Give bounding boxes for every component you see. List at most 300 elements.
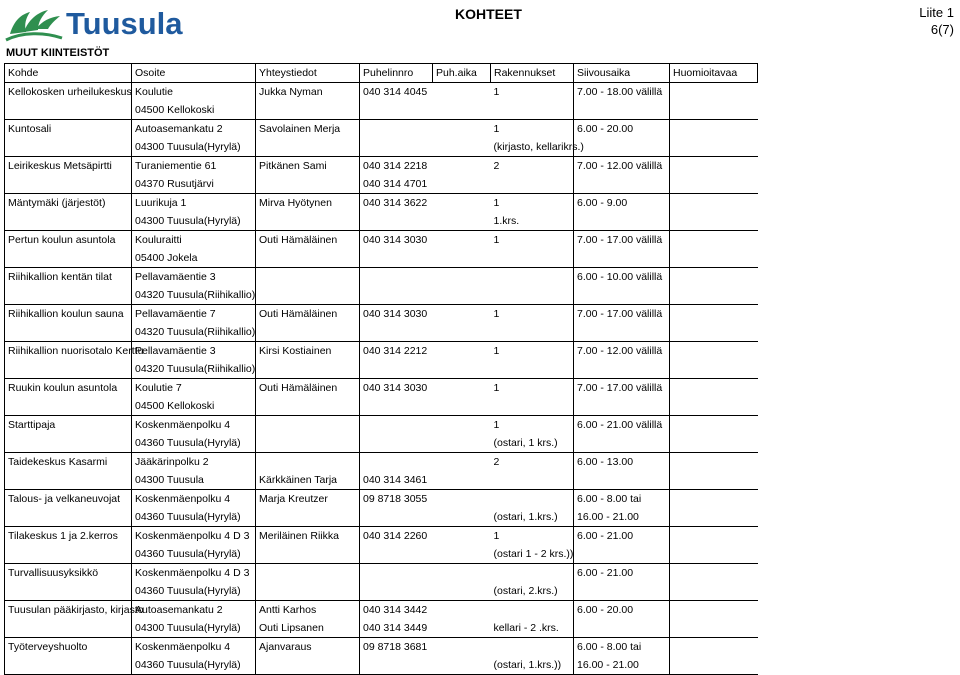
table-cell [491, 638, 574, 657]
table-cell [670, 619, 758, 638]
table-cell [433, 416, 491, 435]
table-cell [256, 545, 360, 564]
table-cell [256, 249, 360, 268]
table-row [5, 83, 758, 102]
table-row [5, 286, 758, 305]
table-cell [433, 656, 491, 675]
section-title: MUUT KIINTEISTÖT [6, 47, 110, 59]
table-cell [670, 656, 758, 675]
table-cell [670, 286, 758, 305]
table-row [5, 305, 758, 324]
table-cell: 6.00 - 8.00 tai [574, 638, 670, 657]
table-cell: 04320 Tuusula(Riihikallio) [132, 360, 256, 379]
table-cell [360, 249, 433, 268]
table-body [5, 83, 758, 675]
table-cell [433, 268, 491, 287]
table-cell [433, 249, 491, 268]
table-cell: 040 314 3461 [360, 471, 433, 490]
table-row [5, 416, 758, 435]
table-cell [433, 490, 491, 509]
table-cell: 1 [493, 530, 500, 542]
table-cell: Jääkärinpolku 2 [132, 453, 256, 472]
table-cell [491, 323, 574, 342]
table-cell: Mäntymäki (järjestöt) [5, 194, 132, 213]
document-title: KOHTEET [455, 6, 522, 22]
table-header-row [5, 64, 758, 83]
table-cell: 09 8718 3055 [360, 490, 433, 509]
table-cell [256, 582, 360, 601]
table-cell: Taidekeskus Kasarmi [5, 453, 132, 472]
table-cell: 1 [493, 234, 500, 246]
table-cell [433, 194, 491, 213]
table-cell [360, 453, 433, 472]
table-cell: Marja Kreutzer [256, 490, 360, 509]
table-cell: 05400 Jokela [132, 249, 256, 268]
table-cell [670, 323, 758, 342]
table-cell [491, 471, 574, 490]
table-cell: (ostari 1 - 2 krs.)) [491, 545, 574, 564]
table-cell: 040 314 4701 [360, 175, 433, 194]
table-cell [670, 527, 758, 546]
table-cell [574, 545, 670, 564]
table-cell [5, 582, 132, 601]
table-cell: 7.00 - 17.00 välillä [574, 305, 670, 324]
table-row [5, 231, 758, 250]
table-cell [670, 305, 758, 324]
table-cell: 6.00 - 8.00 tai [574, 490, 670, 509]
table-cell: 04360 Tuusula(Hyrylä) [132, 434, 256, 453]
table-row [5, 527, 758, 546]
table-cell [433, 564, 491, 583]
table-cell: 04300 Tuusula [132, 471, 256, 490]
table-cell: Talous- ja velkaneuvojat [5, 490, 132, 509]
table-cell [433, 101, 491, 120]
table-row [5, 157, 758, 176]
column-header: Osoite [132, 64, 256, 83]
table-cell: 040 314 4045 [360, 83, 433, 102]
table-cell [433, 157, 491, 176]
table-cell: (ostari, 1.krs.)) [491, 656, 574, 675]
table-cell [670, 379, 758, 398]
table-cell [670, 601, 758, 620]
table-cell: Antti Karhos [256, 601, 360, 620]
table-cell [433, 83, 491, 102]
table-cell [491, 564, 574, 583]
table-cell: 6.00 - 10.00 välillä [574, 268, 670, 287]
table-row [5, 656, 758, 675]
table-cell [574, 619, 670, 638]
table-cell [574, 101, 670, 120]
table-cell [256, 434, 360, 453]
table-cell: Riihikallion nuorisotalo Kerttu [5, 342, 132, 361]
table-cell [5, 397, 132, 416]
table-cell: 7.00 - 17.00 välillä [574, 231, 670, 250]
column-header: Siivousaika [574, 64, 670, 83]
table-cell: Pellavamäentie 3 [132, 342, 256, 361]
table-cell: 6.00 - 20.00 [574, 601, 670, 620]
table-cell [360, 656, 433, 675]
table-cell: 040 314 3622 [360, 194, 433, 213]
table-cell [574, 212, 670, 231]
table-cell [5, 323, 132, 342]
table-cell [433, 286, 491, 305]
table-cell: 04370 Rusutjärvi [132, 175, 256, 194]
table-cell [433, 453, 491, 472]
properties-table [4, 63, 758, 675]
table-cell: 04360 Tuusula(Hyrylä) [132, 545, 256, 564]
table-cell [256, 286, 360, 305]
table-row [5, 120, 758, 139]
table-cell [491, 397, 574, 416]
table-cell [670, 212, 758, 231]
table-cell [491, 601, 574, 620]
table-cell [433, 305, 491, 324]
table-cell [670, 638, 758, 657]
table-cell [256, 564, 360, 583]
table-cell [574, 175, 670, 194]
table-cell: Koulutie [132, 83, 256, 102]
table-cell [5, 286, 132, 305]
table-cell: 04300 Tuusula(Hyrylä) [132, 619, 256, 638]
table-cell [491, 268, 574, 287]
table-cell [433, 342, 491, 361]
table-cell [256, 453, 360, 472]
table-cell [360, 508, 433, 527]
table-cell: 04500 Kellokoski [132, 101, 256, 120]
table-cell: 040 314 3030 [360, 305, 433, 324]
table-row [5, 508, 758, 527]
table-cell [360, 268, 433, 287]
logo-text: Tuusula [66, 6, 183, 41]
table-cell: 04500 Kellokoski [132, 397, 256, 416]
table-cell [360, 564, 433, 583]
table-cell: Outi Hämäläinen [256, 305, 360, 324]
table-cell [433, 619, 491, 638]
table-cell [670, 101, 758, 120]
table-cell [433, 545, 491, 564]
table-cell [433, 601, 491, 620]
table-cell: 04320 Tuusula(Riihikallio) [132, 323, 256, 342]
table-cell [256, 656, 360, 675]
column-header: Puh.aika [433, 64, 491, 83]
table-cell [5, 508, 132, 527]
table-cell: 2 [493, 160, 500, 172]
table-cell [491, 360, 574, 379]
table-cell: Turvallisuusyksikkö [5, 564, 132, 583]
table-cell: 6.00 - 20.00 [574, 120, 670, 139]
table-cell: 04300 Tuusula(Hyrylä) [132, 138, 256, 157]
table-cell [5, 212, 132, 231]
table-cell [360, 397, 433, 416]
tuusula-logo-icon [4, 2, 64, 46]
table-cell [360, 360, 433, 379]
table-row [5, 582, 758, 601]
table-row [5, 323, 758, 342]
table-cell [670, 249, 758, 268]
table-cell: 2 [493, 456, 500, 468]
table-cell [433, 379, 491, 398]
table-cell [670, 508, 758, 527]
table-cell: 6.00 - 13.00 [574, 453, 670, 472]
table-cell: 6.00 - 21.00 välillä [574, 416, 670, 435]
table-cell: 040 314 3442 [360, 601, 433, 620]
table-cell: Koskenmäenpolku 4 [132, 490, 256, 509]
table-cell: 6.00 - 21.00 [574, 527, 670, 546]
table-cell: 1 [491, 83, 574, 102]
table-cell [433, 231, 491, 250]
table-cell [670, 416, 758, 435]
table-cell [256, 268, 360, 287]
table-cell [433, 323, 491, 342]
table-cell [574, 138, 670, 157]
table-cell [433, 582, 491, 601]
table-cell: Koskenmäenpolku 4 D 3 [132, 527, 256, 546]
table-cell [574, 471, 670, 490]
table-row [5, 471, 758, 490]
table-cell [574, 397, 670, 416]
table-cell [491, 249, 574, 268]
table-cell: 04360 Tuusula(Hyrylä) [132, 656, 256, 675]
table-cell: 040 314 2260 [360, 527, 433, 546]
table-cell [670, 564, 758, 583]
table-cell [491, 101, 574, 120]
table-cell [360, 138, 433, 157]
table-row [5, 601, 758, 620]
table-cell [574, 249, 670, 268]
table-cell [433, 508, 491, 527]
table-cell: Ajanvaraus [256, 638, 360, 657]
table-cell [256, 508, 360, 527]
table-cell [670, 231, 758, 250]
table-cell: Outi Hämäläinen [256, 231, 360, 250]
table-cell: Autoasemankatu 2 [132, 120, 256, 139]
table-cell: Savolainen Merja [256, 120, 360, 139]
table-row [5, 138, 758, 157]
table-cell [5, 545, 132, 564]
table-cell [433, 638, 491, 657]
table-cell: 040 314 3030 [360, 379, 433, 398]
table-cell: (ostari, 1.krs.) [491, 508, 574, 527]
table-cell [433, 434, 491, 453]
attachment-label: Liite 1 [919, 5, 954, 20]
table-cell: 16.00 - 21.00 [574, 508, 670, 527]
table-cell [256, 175, 360, 194]
table-cell [574, 360, 670, 379]
table-cell: Outi Hämäläinen [256, 379, 360, 398]
table-cell [433, 138, 491, 157]
table-cell [433, 397, 491, 416]
table-cell [574, 582, 670, 601]
table-cell: Mirva Hyötynen [256, 194, 360, 213]
table-row [5, 564, 758, 583]
table-cell: (ostari, 2.krs.) [491, 582, 574, 601]
table-cell: 16.00 - 21.00 [574, 656, 670, 675]
table-cell [256, 416, 360, 435]
table-cell: Starttipaja [5, 416, 132, 435]
table-cell: Tilakeskus 1 ja 2.kerros [5, 527, 132, 546]
table-cell: Työterveyshuolto [5, 638, 132, 657]
table-cell: Kellokosken urheilukeskus [5, 83, 132, 102]
table-cell [670, 360, 758, 379]
table-cell: 04360 Tuusula(Hyrylä) [132, 582, 256, 601]
table-cell: (ostari, 1 krs.) [491, 434, 574, 453]
table-cell [574, 286, 670, 305]
table-cell [5, 434, 132, 453]
table-cell [360, 212, 433, 231]
table-cell [433, 175, 491, 194]
table-cell: 1.krs. [491, 212, 574, 231]
table-cell [670, 138, 758, 157]
table-cell [433, 360, 491, 379]
table-cell: Luurikuja 1 [132, 194, 256, 213]
table-cell [670, 453, 758, 472]
table-row [5, 249, 758, 268]
table-row [5, 194, 758, 213]
tuusula-logo [4, 2, 183, 46]
table-cell: 04320 Tuusula(Riihikallio) [132, 286, 256, 305]
table-cell: Koulutie 7 [132, 379, 256, 398]
table-cell: 1 [493, 382, 500, 394]
table-cell [360, 286, 433, 305]
table-row [5, 360, 758, 379]
table-cell [491, 490, 574, 509]
table-cell: 6.00 - 21.00 [574, 564, 670, 583]
table-cell: 040 314 3449 [360, 619, 433, 638]
table-cell: 09 8718 3681 [360, 638, 433, 657]
table-cell: Koskenmäenpolku 4 [132, 638, 256, 657]
table-cell: 1 [493, 419, 500, 431]
table-cell [670, 545, 758, 564]
table-cell: Riihikallion kentän tilat [5, 268, 132, 287]
table-cell: Kouluraitti [132, 231, 256, 250]
column-header: Kohde [5, 64, 132, 83]
table-cell: 040 314 3030 [360, 231, 433, 250]
table-cell [256, 101, 360, 120]
table-cell: 1 [493, 197, 500, 209]
table-cell [491, 175, 574, 194]
table-cell [574, 323, 670, 342]
table-cell: Jukka Nyman [256, 83, 360, 102]
table-cell [670, 342, 758, 361]
table-cell [433, 471, 491, 490]
table-row [5, 101, 758, 120]
column-header: Huomioitavaa [670, 64, 758, 83]
table-cell [5, 101, 132, 120]
table-cell: Koskenmäenpolku 4 [132, 416, 256, 435]
table-cell [256, 397, 360, 416]
table-row [5, 638, 758, 657]
table-cell: Pertun koulun asuntola [5, 231, 132, 250]
table-cell [360, 582, 433, 601]
table-cell: Pitkänen Sami [256, 157, 360, 176]
table-cell: (kirjasto, kellarikrs.) [491, 138, 574, 157]
table-cell: Turaniementie 61 [132, 157, 256, 176]
table-row [5, 619, 758, 638]
table-cell [670, 83, 758, 102]
table-cell: 7.00 - 12.00 välillä [574, 342, 670, 361]
table-row [5, 434, 758, 453]
table-cell: 04300 Tuusula(Hyrylä) [132, 212, 256, 231]
column-header: Puhelinnro [360, 64, 433, 83]
table-cell [670, 175, 758, 194]
table-row [5, 212, 758, 231]
table-cell [256, 360, 360, 379]
table-cell [360, 323, 433, 342]
table-cell [5, 471, 132, 490]
table-cell [360, 434, 433, 453]
table-cell [5, 360, 132, 379]
table-row [5, 545, 758, 564]
table-cell: Tuusulan pääkirjasto, kirjasto [5, 601, 132, 620]
table-row [5, 397, 758, 416]
table-cell [5, 138, 132, 157]
table-cell: 040 314 2212 [360, 342, 433, 361]
table-cell [5, 619, 132, 638]
table-row [5, 453, 758, 472]
table-cell: Leirikeskus Metsäpirtti [5, 157, 132, 176]
table-cell: Autoasemankatu 2 [132, 601, 256, 620]
table-cell [670, 194, 758, 213]
table-cell [433, 527, 491, 546]
table-cell [360, 120, 433, 139]
table-cell: Pellavamäentie 3 [132, 268, 256, 287]
table-cell [5, 175, 132, 194]
table-cell [5, 656, 132, 675]
page-number: 6(7) [930, 22, 954, 37]
table-cell [360, 545, 433, 564]
table-cell [574, 434, 670, 453]
table-cell: 1 [493, 345, 500, 357]
table-cell: Kärkkäinen Tarja [256, 471, 360, 490]
column-header: Rakennukset [491, 64, 574, 83]
table-cell [491, 286, 574, 305]
table-cell [360, 101, 433, 120]
table-cell: Pellavamäentie 7 [132, 305, 256, 324]
table-cell: 1 [493, 308, 500, 320]
table-cell [670, 490, 758, 509]
table-cell: 040 314 2218 [360, 157, 433, 176]
table-row [5, 175, 758, 194]
table-cell [670, 434, 758, 453]
column-header: Yhteystiedot [256, 64, 360, 83]
table-row [5, 490, 758, 509]
table-cell: Outi Lipsanen [256, 619, 360, 638]
table-cell [670, 157, 758, 176]
table-cell: 7.00 - 17.00 välillä [574, 379, 670, 398]
attachment-info [919, 4, 954, 38]
table-cell [256, 212, 360, 231]
table-cell: 7.00 - 18.00 välillä [574, 83, 670, 102]
table-cell [670, 268, 758, 287]
table-cell: Koskenmäenpolku 4 D 3 [132, 564, 256, 583]
table-cell [256, 138, 360, 157]
table-cell: 6.00 - 9.00 [574, 194, 670, 213]
table-cell [670, 582, 758, 601]
table-cell [670, 120, 758, 139]
table-row [5, 342, 758, 361]
table-cell [433, 212, 491, 231]
table-row [5, 268, 758, 287]
table-cell: Ruukin koulun asuntola [5, 379, 132, 398]
table-cell [5, 249, 132, 268]
table-cell [670, 397, 758, 416]
table-cell: kellari - 2 .krs. [491, 619, 574, 638]
table-cell [360, 416, 433, 435]
table-cell: 7.00 - 12.00 välillä [574, 157, 670, 176]
table-cell [670, 471, 758, 490]
table-cell [256, 323, 360, 342]
table-row [5, 379, 758, 398]
